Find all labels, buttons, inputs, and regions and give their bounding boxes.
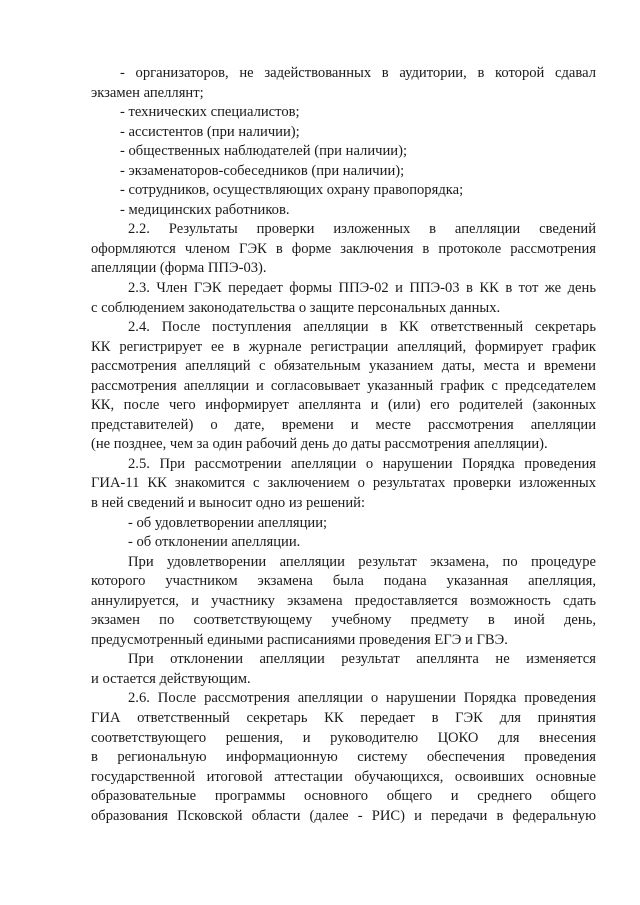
text-line: экзамен апеллянт;	[91, 85, 204, 101]
text-line: рассмотрения апелляций с обязательным указанием даты, места и времени	[91, 358, 596, 374]
text-line: которого участником экзамена была подана указанная апелляция,	[91, 573, 596, 589]
text-line: - ассистентов (при наличии);	[120, 124, 300, 140]
text-line: соответствующего решения, и руководителю ЦОКО для внесения	[91, 730, 596, 746]
text-line: При отклонении апелляции результат апеллянта не изменяется	[128, 651, 596, 667]
text-line: - об отклонении апелляции.	[128, 534, 301, 550]
text-line: и остается действующим.	[91, 671, 251, 687]
text-line: - организаторов, не задействованных в аудитории, в которой сдавал	[120, 65, 596, 81]
text-line: аннулируется, и участнику экзамена предоставляется возможность сдать	[91, 593, 596, 609]
text-line: оформляются членом ГЭК в форме заключения в протоколе рассмотрения	[91, 241, 596, 257]
text-line: - сотрудников, осуществляющих охрану правопорядка;	[120, 182, 464, 198]
text-line: в ней сведений и выносит одно из решений:	[91, 495, 366, 511]
text-line: апелляции (форма ППЭ-03).	[91, 260, 267, 276]
text-line: ГИА ответственный секретарь КК передает в ГЭК для принятия	[91, 710, 596, 726]
text-line: При удовлетворении апелляции результат экзамена, по процедуре	[128, 554, 596, 570]
text-line: рассмотрения апелляции и согласовывает указанный график с председателем	[91, 378, 596, 394]
text-line: государственной итоговой аттестации обучающихся, освоивших основные	[91, 769, 596, 785]
text-line: - технических специалистов;	[120, 104, 300, 120]
text-line: с соблюдением законодательства о защите персональных данных.	[91, 300, 501, 316]
text-line: 2.4. После поступления апелляции в КК ответственный секретарь	[128, 319, 596, 335]
text-line: 2.6. После рассмотрения апелляции о нарушении Порядка проведения	[128, 690, 596, 706]
text-line: КК регистрирует ее в журнале регистрации апелляций, формирует график	[91, 339, 596, 355]
text-line: - об удовлетворении апелляции;	[128, 515, 328, 531]
text-line: - общественных наблюдателей (при наличии);	[120, 143, 408, 159]
text-line: в региональную информационную систему обеспечения проведения	[91, 749, 596, 765]
text-line: - экзаменаторов-собеседников (при наличии);	[120, 163, 405, 179]
text-line: образовательные программы основного общего и среднего общего	[91, 788, 596, 804]
text-line: 2.5. При рассмотрении апелляции о нарушении Порядка проведения	[128, 456, 596, 472]
text-line: 2.2. Результаты проверки изложенных в апелляции сведений	[128, 221, 596, 237]
text-line: экзамен по соответствующему учебному предмету в иной день,	[91, 612, 596, 628]
text-line: 2.3. Член ГЭК передает формы ППЭ-02 и ППЭ-03 в КК в тот же день	[128, 280, 596, 296]
text-line: - медицинских работников.	[120, 202, 290, 218]
text-line: представителей) о дате, времени и месте рассмотрения апелляции	[91, 417, 596, 433]
text-line: предусмотренный едиными расписаниями проведения ЕГЭ и ГВЭ.	[91, 632, 508, 648]
text-line: образования Псковской области (далее - РИС) и передачи в федеральную	[91, 808, 596, 824]
text-line: ГИА-11 КК знакомится с заключением о результатах проверки изложенных	[91, 475, 596, 491]
text-line: КК, после чего информирует апеллянта и (или) его родителей (законных	[91, 397, 596, 413]
text-line: (не позднее, чем за один рабочий день до даты рассмотрения апелляции).	[91, 436, 548, 452]
